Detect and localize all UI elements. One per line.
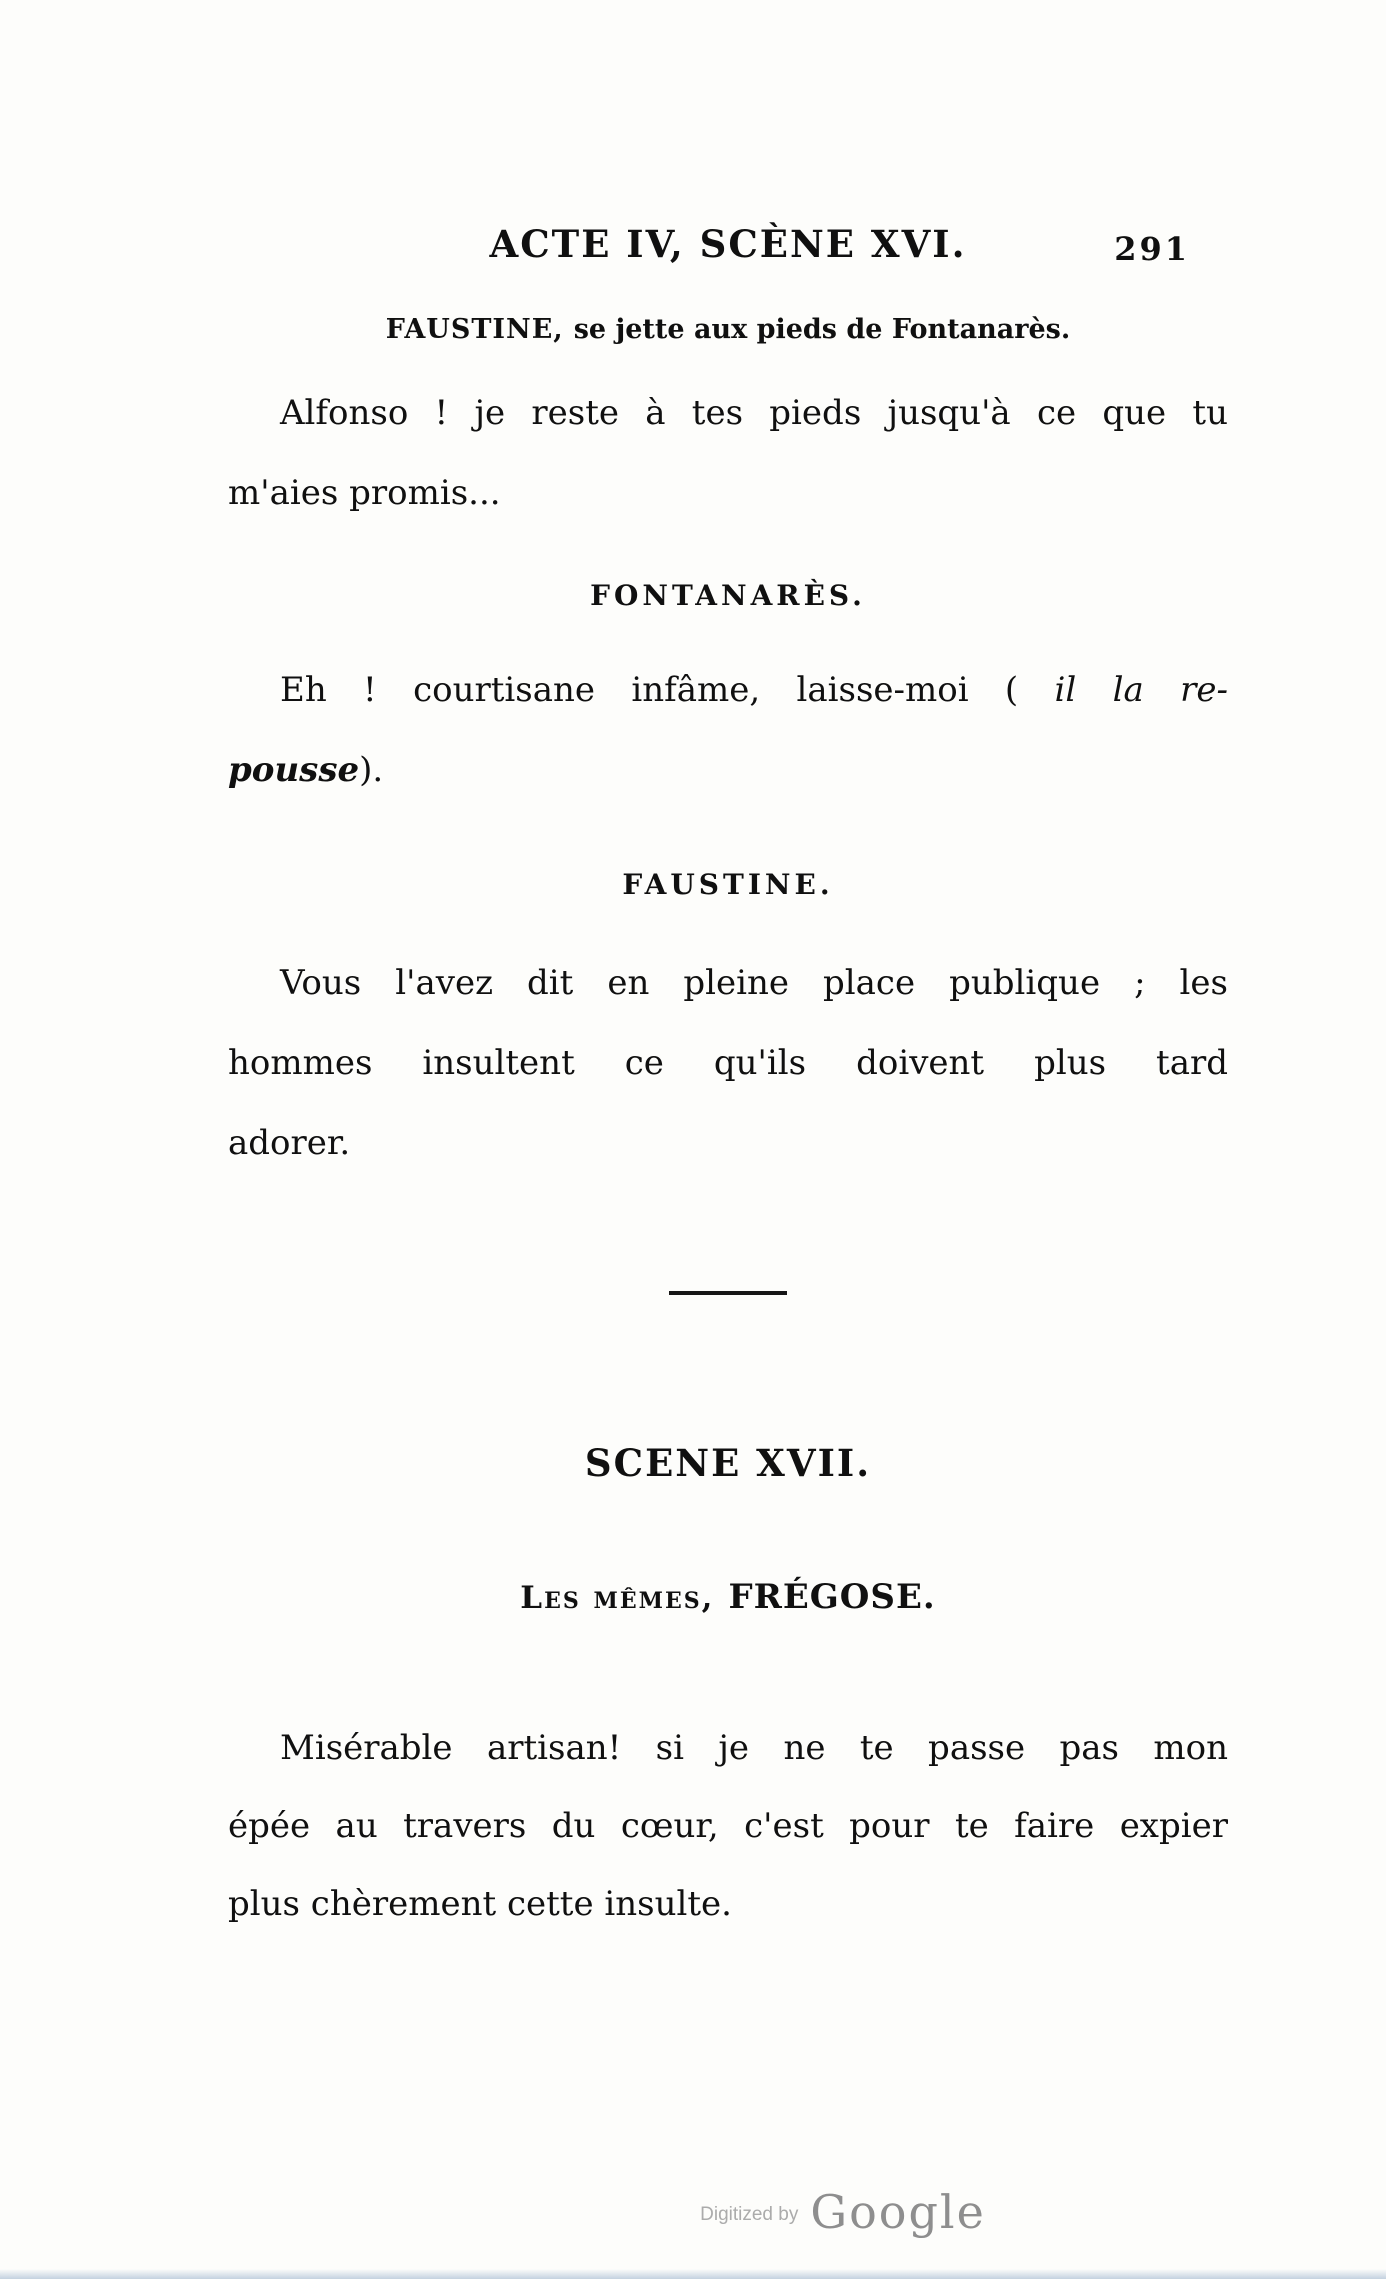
dialogue-line: Vous l'avez dit en pleine place publique ; les [280,963,1228,1003]
google-logo: Google [810,2185,986,2239]
dialogue-line [228,730,1228,810]
page-text-block [228,222,1228,1943]
stage-direction-speaker: FAUSTINE, [385,314,564,345]
stage-direction-text: se jette aux pieds de Fontanarès. [573,314,1071,345]
speaker-heading-faustine: FAUSTINE. [622,868,834,901]
speaker-heading-fontanares: FONTANARÈS. [590,579,866,612]
cast-fregose: FRÉGOSE. [728,1577,936,1617]
running-header-title: ACTE IV, SCÈNE XVI. [489,222,967,266]
scan-bottom-edge [0,2269,1386,2279]
dialogue-line [228,650,1228,730]
dialogue-text: ). [359,750,384,790]
dialogue-line: Misérable artisan! si je ne te passe pas mon [280,1728,1228,1768]
page-header [228,222,1228,270]
dialogue-line: m'aies promis... [228,473,501,513]
page-number: 291 [1114,230,1190,268]
faustine-dialogue-2 [228,943,1228,1183]
dialogue-text: Eh ! courtisane infâme, laisse-moi ( [280,670,1055,710]
scene-cast-list [228,1577,1228,1617]
digitized-by-label: Digitized by [700,2204,799,2225]
dialogue-line: hommes insultent ce qu'ils doivent plus tard [228,1043,1228,1083]
dialogue-line: Alfonso ! je reste à tes pieds jusqu'à ce que tu [280,393,1228,433]
dialogue-line: épée au travers du cœur, c'est pour te faire expier [228,1806,1228,1846]
digitizer-credit [300,2185,1386,2239]
scene-heading: SCENE XVII. [584,1441,872,1485]
stage-note-italic: il la re- [1054,670,1228,710]
fontanares-dialogue [228,650,1228,810]
section-divider [669,1291,787,1295]
stage-note-italic: pousse [228,750,360,790]
dialogue-line: plus chèrement cette insulte. [228,1884,732,1924]
cast-les-memes: Les mêmes, [520,1580,715,1616]
dialogue-line: adorer. [228,1123,351,1163]
faustine-dialogue-1 [228,373,1228,533]
stage-direction [228,314,1228,345]
fregose-dialogue [228,1709,1228,1943]
